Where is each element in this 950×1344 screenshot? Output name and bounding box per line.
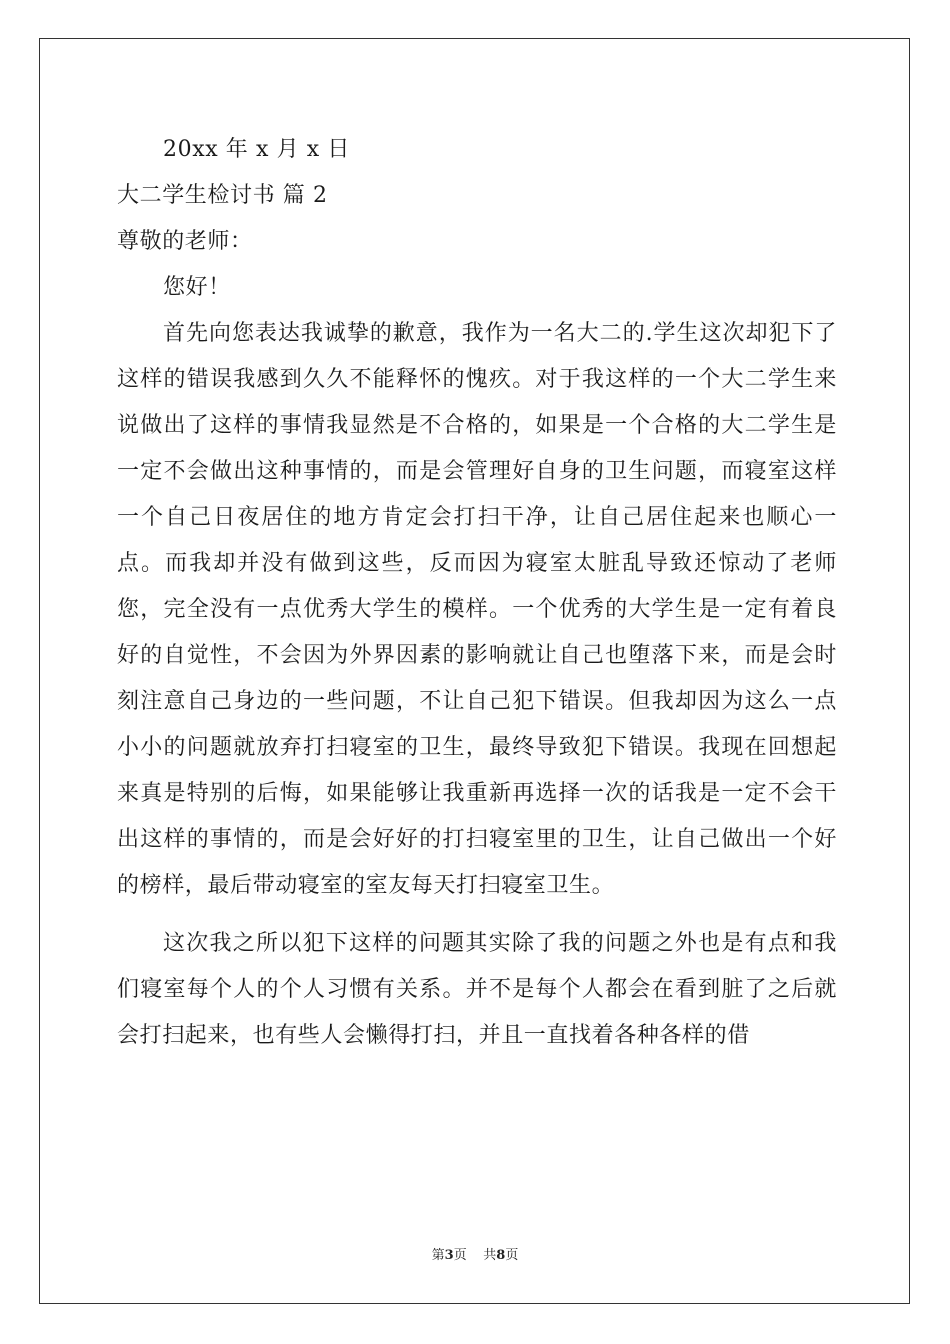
salutation: 尊敬的老师： [117, 229, 253, 254]
total-suffix: 页 [505, 1248, 519, 1263]
page-suffix: 页 [453, 1248, 467, 1263]
body-paragraph-2: 这次我之所以犯下这样的问题其实除了我的问题之外也是有点和我们寝室每个人的个人习惯有关系。并不是每个人都会在看到脏了之后就会打扫起来，也有些人会懒得打扫，并且一直找着各种各样的借 [117, 931, 837, 1048]
page-footer [0, 1244, 950, 1263]
total-pages: 8 [496, 1248, 506, 1263]
body-paragraph-1: 首先向您表达我诚挚的歉意，我作为一名大二的.学生这次却犯下了这样的错误我感到久久不能释怀的愧疚。对于我这样的一个大二学生来说做出了这样的事情我显然是不合格的，如果是一个合格的大二学生是一定不会做出这种事情的，而是会管理好自身的卫生问题，而寝室这样一个自己日夜居住的地方肯定会打扫干净，让自己居住起来也顺心一点。而我却并没有做到这些，反而因为寝室太脏乱导致还惊动了老师您，完全没有一点优秀大学生的模样。一个优秀的大学生是一定有着良好的自觉性，不会因为外界因素的影响就让自己也堕落下来，而是会时刻注意自己身边的一些问题，不让自己犯下错误。但我却因为这么一点小小的问题就放弃打扫寝室的卫生，最终导致犯下错误。我现在回想起来真是特别的后悔，如果能够让我重新再选择一次的话我是一定不会干出这样的事情的，而是会好好的打扫寝室里的卫生，让自己做出一个好的榜样，最后带动寝室的室友每天打扫寝室卫生。 [117, 321, 837, 898]
page-prefix: 第 [431, 1248, 445, 1263]
document-body [117, 127, 837, 1059]
total-prefix: 共 [483, 1248, 497, 1263]
greeting: 您好！ [163, 275, 231, 300]
page-number: 3 [444, 1248, 454, 1263]
date-line: 20xx 年 x 月 x 日 [163, 137, 350, 162]
section-title: 大二学生检讨书 篇 2 [117, 183, 328, 208]
